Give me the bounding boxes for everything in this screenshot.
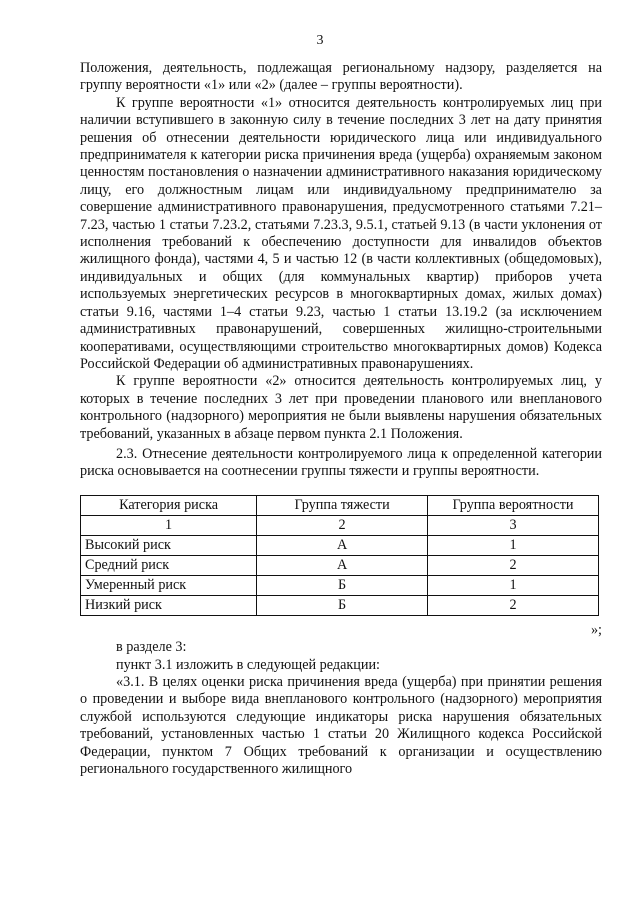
column-number: 3	[428, 515, 599, 535]
closing-quote: »;	[590, 621, 602, 638]
document-body	[80, 60, 602, 778]
probability-cell: 2	[428, 595, 599, 615]
page-number: 3	[316, 33, 324, 48]
paragraph-continuation: Положения, деятельность, подлежащая региональному надзору, разделяется на группу вероятности «1» или «2» (далее – группы вероятности).	[80, 60, 602, 94]
probability-cell: 2	[428, 555, 599, 575]
risk-category-cell: Умеренный риск	[81, 575, 257, 595]
header-probability-group: Группа вероятности	[428, 495, 599, 515]
severity-cell: А	[257, 555, 428, 575]
severity-cell: А	[257, 535, 428, 555]
risk-category-cell: Средний риск	[81, 555, 257, 575]
table-row	[81, 555, 599, 575]
risk-category-cell: Низкий риск	[81, 595, 257, 615]
severity-cell: Б	[257, 595, 428, 615]
amendment-section-3: в разделе 3:	[116, 639, 187, 656]
risk-category-table	[80, 495, 599, 616]
probability-cell: 1	[428, 575, 599, 595]
table-row	[81, 575, 599, 595]
column-number: 1	[81, 515, 257, 535]
table-row	[81, 535, 599, 555]
header-severity-group: Группа тяжести	[257, 495, 428, 515]
paragraph-2-3: 2.3. Отнесение деятельности контролируемого лица к определенной категории риска основывается на соотнесении группы тяжести и группы вероятности.	[80, 445, 602, 480]
paragraph-probability-group-1: К группе вероятности «1» относится деятельность контролируемых лиц при наличии вступившего в законную силу в течение последних 3 лет на дату принятия решения об отнесении деятельности юридического лица или индивидуального предпринимателя к категории риска причинения вреда (ущерба) охраняемым законом ценностям постановления о назначении административного наказания юридическому лицу, его должностным лицам или индивидуальному предпринимателю за совершение административного правонарушения, предусмотренного статьями 7.21–7.23, частью 1 статьи 7.23.2, статьями 7.23.3, 9.5.1, статьей 9.13 (в части уклонения от исполнения требований к обеспечению доступности для инвалидов объектов жилищного фонда), частями 4, 5 и частью 12 (в части коллективных (общедомовых), индивидуальных и общих (для коммунальных квартир) приборов учета используемых энергетических ресурсов в многоквартирных домах, жилых домах) статьи 9.16, частями 1–4 статьи 9.23, частью 1 статьи 13.19.2 (за исключением административных правонарушений, совершенных жилищно-строительными кооперативами, осуществляющими строительство многоквартирных домов) Кодекса Российской Федерации об административных правонарушениях.	[80, 94, 602, 372]
table-numbering-row	[81, 515, 599, 535]
amendment-clause-3-1: пункт 3.1 изложить в следующей редакции:	[116, 656, 380, 673]
table-row	[81, 595, 599, 615]
severity-cell: Б	[257, 575, 428, 595]
column-number: 2	[257, 515, 428, 535]
paragraph-probability-group-2: К группе вероятности «2» относится деятельность контролируемых лиц, у которых в течение последних 3 лет при проведении планового или внепланового контрольного (надзорного) мероприятия не были выявлены нарушения обязательных требований, указанных в абзаце первом пункта 2.1 Положения.	[80, 373, 602, 442]
header-risk-category: Категория риска	[81, 495, 257, 515]
probability-cell: 1	[428, 535, 599, 555]
risk-category-cell: Высокий риск	[81, 535, 257, 555]
paragraph-3-1-text: «3.1. В целях оценки риска причинения вреда (ущерба) при принятии решения о проведении и выборе вида внепланового контрольного (надзорного) мероприятия службой используются следующие индикаторы риска нарушения обязательных требований, установленных частью 1 статьи 20 Жилищного кодекса Российской Федерации, пунктом 7 Общих требований к организации и осуществлению регионального государственного жилищного	[80, 673, 602, 777]
table-header-row	[81, 495, 599, 515]
